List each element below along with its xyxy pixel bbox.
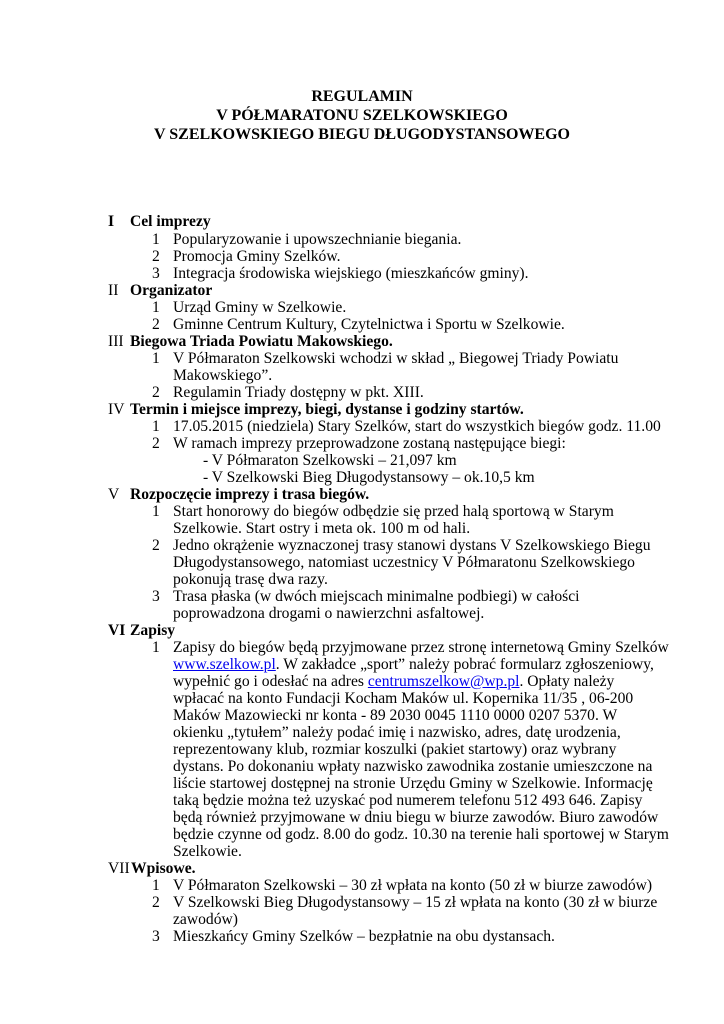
item-text-continued: okienku „tytułem” należy podać imię i nazwisko, adres, datę urodzenia,	[173, 724, 621, 741]
item-text-continued: Szelkowie.	[173, 843, 242, 860]
doc-subtitle-2: V SZELKOWSKIEGO BIEGU DŁUGODYSTANSOWEGO	[154, 126, 570, 143]
section-number: III	[108, 333, 124, 350]
item-text: Integracja środowiska wiejskiego (mieszkańców gminy).	[173, 265, 529, 282]
item-text: Urząd Gminy w Szelkowie.	[173, 299, 347, 316]
section-heading: Organizator	[130, 282, 213, 299]
item-text-continued: dystans. Po dokonaniu wpłaty nazwisko zawodnika zostanie umieszczone na	[173, 758, 653, 775]
doc-subtitle-1: V PÓŁMARATONU SZELKOWSKIEGO	[216, 107, 508, 124]
item-text-continued: liście startowej dostępnej na stronie Urzędu Gminy w Szelkowie. Informację	[173, 775, 653, 792]
item-text-continued: reprezentowany klub, rozmiar koszulki (pakiet startowy) oraz wybrany	[173, 741, 617, 758]
item-text: Promocja Gminy Szelków.	[173, 248, 341, 265]
item-text: Zapisy do biegów będą przyjmowane przez stronę internetową Gminy Szelków	[173, 639, 669, 656]
item-text: Trasa płaska (w dwóch miejscach minimalne podbiegi) w całości	[173, 588, 580, 605]
section-heading: Cel imprezy	[130, 213, 211, 230]
item-number: 2	[152, 894, 160, 911]
item-text-continued: Makowskiego”.	[173, 367, 273, 384]
item-text-continued: będą również przyjmowane w dniu biegu w biurze zawodów. Biuro zawodów	[173, 809, 659, 826]
item-text-continued: zawodów)	[173, 911, 238, 928]
item-number: 2	[152, 537, 160, 554]
section-heading: Rozpoczęcie imprezy i trasa biegów.	[130, 486, 370, 503]
item-text: Start honorowy do biegów odbędzie się przed halą sportową w Starym	[173, 503, 614, 520]
item-text: V Półmaraton Szelkowski – 30 zł wpłata na konto (50 zł w biurze zawodów)	[173, 877, 653, 894]
item-text: Popularyzowanie i upowszechnianie biegania.	[173, 231, 462, 248]
section-number: VII	[108, 860, 130, 877]
item-number: 2	[152, 248, 160, 265]
section-number: V	[108, 486, 120, 503]
item-text: V Półmaraton Szelkowski wchodzi w skład „ Biegowej Triady Powiatu	[173, 350, 619, 367]
item-text: Regulamin Triady dostępny w pkt. XIII.	[173, 384, 424, 401]
text-fragment: wypełnić go i odesłać na adres	[173, 673, 368, 690]
section-number: I	[108, 213, 115, 230]
item-number: 1	[152, 418, 160, 435]
item-text-continued: taką będzie można też uzyskać pod numerem telefonu 512 493 646. Zapisy	[173, 792, 643, 809]
item-number: 3	[152, 265, 160, 282]
section-heading: Zapisy	[130, 622, 176, 639]
item-number: 1	[152, 503, 160, 520]
section-number: VI	[108, 622, 126, 639]
doc-title: REGULAMIN	[311, 88, 413, 105]
item-number: 3	[152, 928, 160, 945]
text-fragment: . Opłaty należy	[519, 673, 615, 690]
item-text-continued: pokonują trasę dwa razy.	[173, 571, 328, 588]
item-number: 1	[152, 639, 160, 656]
item-text: W ramach imprezy przeprowadzone zostaną następujące biegi:	[173, 435, 566, 452]
item-text-continued: poprowadzona drogami o nawierzchni asfaltowej.	[173, 605, 485, 622]
item-number: 2	[152, 384, 160, 401]
item-number: 1	[152, 231, 160, 248]
item-number: 1	[152, 877, 160, 894]
item-text: Mieszkańcy Gminy Szelków – bezpłatnie na obu dystansach.	[173, 928, 555, 945]
section-heading: Biegowa Triada Powiatu Makowskiego.	[130, 333, 393, 350]
section-number: II	[108, 282, 119, 299]
race-list-item: - V Szelkowski Bieg Długodystansowy – ok.10,5 km	[203, 469, 535, 486]
website-link[interactable]: www.szelkow.pl	[173, 656, 276, 673]
item-text: 17.05.2015 (niedziela) Stary Szelków, start do wszystkich biegów godz. 11.00	[173, 418, 661, 435]
section-number: IV	[108, 401, 125, 418]
item-text-continued	[173, 656, 654, 673]
item-number: 1	[152, 299, 160, 316]
item-text-continued: będzie czynne od godz. 8.00 do godz. 10.30 na terenie hali sportowej w Starym	[173, 826, 669, 843]
item-number: 1	[152, 350, 160, 367]
race-list-item: - V Półmaraton Szelkowski – 21,097 km	[203, 452, 457, 469]
text-fragment: . W zakładce „sport” należy pobrać formularz zgłoszeniowy,	[275, 656, 654, 673]
item-text-continued: Szelkowie. Start ostry i meta ok. 100 m od hali.	[173, 520, 471, 537]
item-text-continued	[173, 673, 614, 690]
item-number: 3	[152, 588, 160, 605]
item-text: Gminne Centrum Kultury, Czytelnictwa i Sportu w Szelkowie.	[173, 316, 565, 333]
item-text-continued: Długodystansowego, natomiast uczestnicy V Półmaratonu Szelkowskiego	[173, 554, 635, 571]
item-text: V Szelkowski Bieg Długodystansowy – 15 zł wpłata na konto (30 zł w biurze	[173, 894, 658, 911]
email-link[interactable]: centrumszelkow@wp.pl	[367, 673, 520, 690]
section-heading: Wpisowe.	[131, 860, 196, 877]
item-text: Jedno okrążenie wyznaczonej trasy stanowi dystans V Szelkowskiego Biegu	[173, 537, 651, 554]
section-heading: Termin i miejsce imprezy, biegi, dystanse i godziny startów.	[130, 401, 524, 418]
item-text-continued: wpłacać na konto Fundacji Kocham Maków ul. Kopernika 11/35 , 06-200	[173, 690, 634, 707]
item-number: 2	[152, 435, 160, 452]
item-text-continued: Maków Mazowiecki nr konta - 89 2030 0045 1110 0000 0207 5370. W	[173, 707, 618, 724]
item-number: 2	[152, 316, 160, 333]
